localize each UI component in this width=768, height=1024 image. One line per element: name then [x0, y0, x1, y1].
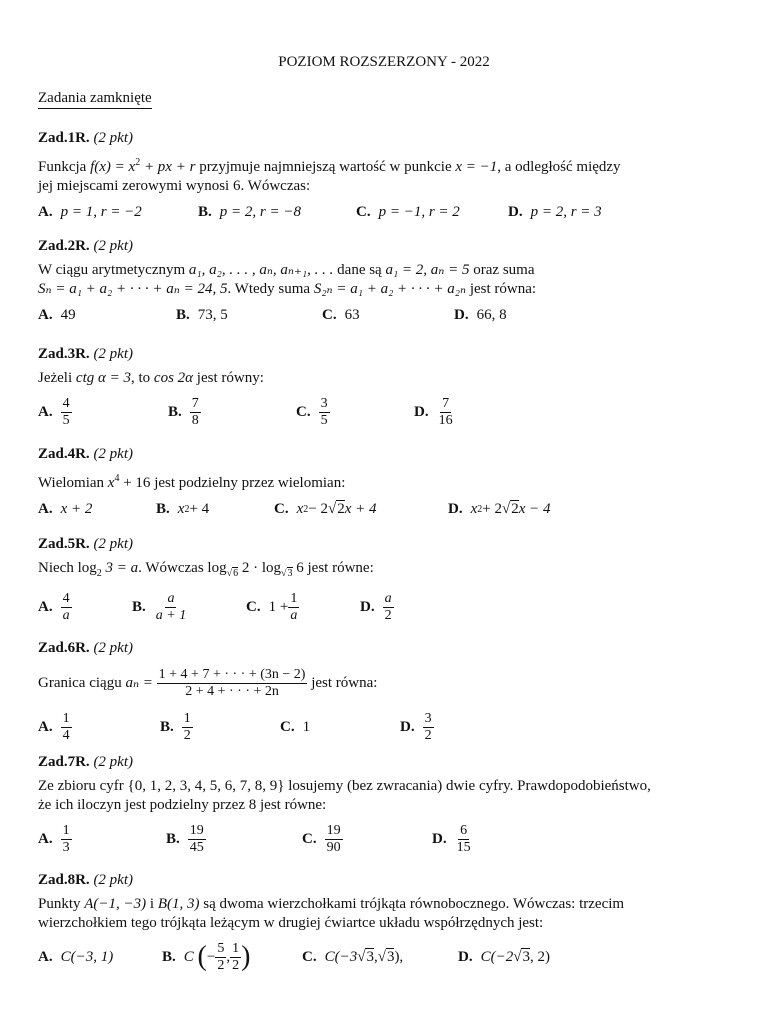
answer-c[interactable]: [356, 200, 460, 224]
math: log: [261, 560, 281, 576]
answer-letter: C.: [274, 500, 289, 517]
math: C(−3: [324, 948, 358, 965]
sqrt-arg: 3: [386, 949, 395, 965]
sqrt-arg: 2: [511, 501, 519, 517]
task-points: (2 pkt): [93, 346, 134, 362]
fraction: [154, 591, 188, 624]
denominator: 2: [232, 957, 240, 973]
math: x: [296, 500, 304, 517]
answer-letter: B.: [160, 718, 174, 735]
answer-value: 63: [344, 306, 360, 323]
math: + 2: [482, 500, 502, 517]
answer-d[interactable]: [458, 937, 550, 977]
fraction: [383, 591, 394, 624]
answer-letter: D.: [508, 203, 523, 220]
task-points: (2 pkt): [93, 640, 134, 656]
task-2-text: [38, 261, 738, 299]
answer-d[interactable]: [400, 707, 434, 747]
numerator: 1: [232, 940, 240, 956]
task-8-answers: [38, 937, 738, 977]
fraction: [61, 823, 72, 856]
numerator: 4: [62, 395, 70, 411]
page-title: POZIOM ROZSZERZONY - 2022: [278, 54, 490, 70]
text: . Wtedy suma: [227, 281, 314, 297]
text: że ich iloczyn jest podzielny przez 8 jest równe:: [38, 797, 327, 813]
text: Funkcja: [38, 159, 91, 175]
denominator: 16: [438, 412, 453, 428]
numerator: 1: [290, 590, 298, 606]
numerator: 19: [326, 822, 341, 838]
math: aₙ =: [125, 674, 153, 691]
sqrt-arg: 3: [522, 949, 530, 965]
task-number: Zad.1R.: [38, 130, 90, 146]
answer-letter: D.: [454, 306, 469, 323]
answer-b[interactable]: [198, 200, 301, 224]
answer-letter: D.: [458, 948, 473, 965]
answer-letter: B.: [166, 830, 180, 847]
text: przyjmuje najmniejszą wartość w punkcie: [195, 159, 456, 175]
numerator: 1: [62, 710, 70, 726]
task-number: Zad.8R.: [38, 872, 90, 888]
fraction: [188, 823, 206, 856]
task-3-header: [38, 344, 738, 364]
answer-letter: C.: [356, 203, 371, 220]
numerator: 7: [442, 395, 450, 411]
math: x: [107, 475, 115, 491]
math: + 4: [189, 500, 210, 517]
answer-letter: C.: [302, 948, 317, 965]
numerator: 4: [62, 590, 70, 606]
answer-value: p = −1, r = 2: [378, 203, 460, 220]
sqrt-sign: √: [226, 568, 233, 579]
answer-c[interactable]: [274, 497, 377, 521]
text: Granica ciągu: [38, 674, 122, 691]
task-1-text: [38, 153, 738, 196]
text: , a odległość między: [497, 159, 621, 175]
answer-letter: A.: [38, 306, 53, 323]
denominator: 2: [183, 727, 191, 743]
text: Punkty: [38, 896, 85, 912]
text: wierzchołkiem tego trójkąta leżącym w drugiej ćwiartce układu współrzędnych jest:: [38, 915, 544, 931]
fraction: [157, 667, 308, 700]
task-8-text: [38, 895, 738, 933]
answer-letter: C.: [246, 598, 261, 615]
numerator: 6: [460, 822, 468, 838]
fraction: [319, 396, 330, 429]
math: x: [177, 500, 185, 517]
task-6-answers: [38, 707, 738, 747]
sqrt-sign: √: [377, 948, 386, 965]
exponent: 2: [477, 503, 483, 515]
math: A(−1, −3): [84, 896, 147, 912]
numerator: a: [167, 590, 175, 606]
math: 1 +: [268, 598, 289, 615]
sqrt-arg: 6: [233, 568, 239, 579]
text: dane są: [333, 262, 386, 278]
task-5: [38, 534, 738, 627]
answer-value: p = 2, r = −8: [219, 203, 301, 220]
task-points: (2 pkt): [93, 872, 134, 888]
fraction: [61, 711, 72, 744]
answer-c[interactable]: [296, 392, 330, 432]
task-number: Zad.2R.: [38, 238, 90, 254]
text: Jeżeli: [38, 370, 76, 386]
task-points: (2 pkt): [93, 130, 134, 146]
math: 6: [292, 560, 304, 576]
answer-letter: B.: [176, 306, 190, 323]
answer-a[interactable]: [38, 497, 92, 521]
answer-a[interactable]: [38, 937, 113, 977]
denominator: 5: [320, 412, 328, 428]
math: 2 ·: [238, 560, 262, 576]
exponent: 4: [114, 473, 120, 484]
task-4-answers: [38, 497, 738, 521]
task-2-header: [38, 236, 738, 256]
task-points: (2 pkt): [93, 536, 134, 552]
sqrt-sign: √: [357, 948, 366, 965]
math: + 16: [119, 475, 151, 491]
answer-c[interactable]: [322, 303, 360, 327]
numerator: a: [384, 590, 392, 606]
answer-letter: C.: [302, 830, 317, 847]
sqrt-arg: 2: [337, 501, 345, 517]
answer-letter: D.: [448, 500, 463, 517]
fraction: [61, 591, 72, 624]
answer-b[interactable]: [160, 707, 193, 747]
math: a₁, a₂, . . . , aₙ, aₙ₊₁, . . .: [188, 262, 334, 278]
text: W ciągu arytmetycznym: [38, 262, 189, 278]
answer-letter: C.: [280, 718, 295, 735]
task-number: Zad.6R.: [38, 640, 90, 656]
sqrt-sign: √: [281, 568, 287, 579]
math: x: [470, 500, 478, 517]
denominator: 2: [424, 727, 432, 743]
answer-a[interactable]: [38, 587, 72, 627]
text: są dwoma wierzchołkami trójkąta równobocznego. Wówczas: trzecim: [199, 896, 625, 912]
task-6-header: [38, 638, 738, 658]
math: C(−2: [480, 948, 514, 965]
answer-value: 49: [60, 306, 76, 323]
denominator: 45: [189, 839, 204, 855]
math: {0, 1, 2, 3, 4, 5, 6, 7, 8, 9}: [127, 778, 285, 794]
sqrt-sign: √: [513, 948, 522, 965]
text: jest równa:: [311, 674, 378, 691]
task-number: Zad.5R.: [38, 536, 90, 552]
fraction: [190, 396, 201, 429]
math: Sₙ = a₁ + a₂ + · · · + aₙ = 24, 5: [38, 281, 228, 297]
answer-a[interactable]: [38, 303, 76, 327]
answer-letter: A.: [38, 500, 53, 517]
text: jest równe:: [303, 560, 374, 576]
answer-c[interactable]: [280, 707, 310, 747]
sqrt-sign: √: [501, 500, 511, 517]
answer-c[interactable]: [246, 587, 299, 627]
task-5-answers: [38, 587, 738, 627]
task-5-header: [38, 534, 738, 554]
paren-open: (: [197, 941, 207, 972]
text: , to: [130, 370, 154, 386]
numerator: 1 + 4 + 7 + · · · + (3n − 2): [158, 666, 306, 682]
exponent: 2: [184, 503, 190, 515]
numerator: 5: [217, 940, 225, 956]
task-2: [38, 236, 738, 327]
answer-value: 66, 8: [476, 306, 507, 323]
answer-letter: B.: [162, 948, 176, 965]
task-8-header: [38, 870, 738, 890]
math: x = −1: [455, 159, 498, 175]
paren-close: ): [241, 941, 251, 972]
answer-value: p = 1, r = −2: [60, 203, 142, 220]
answer-letter: B.: [198, 203, 212, 220]
answer-d[interactable]: [448, 497, 551, 521]
math: f(x) = x: [90, 159, 136, 175]
sqrt-arg: 3: [287, 568, 293, 579]
task-4-header: [38, 444, 738, 464]
denominator: a + 1: [155, 607, 187, 623]
answer-letter: A.: [38, 830, 53, 847]
text: jest podzielny przez wielomian:: [150, 475, 346, 491]
fraction: [423, 711, 434, 744]
denominator: 8: [191, 412, 199, 428]
text: Wielomian: [38, 475, 108, 491]
text: oraz suma: [469, 262, 535, 278]
answer-d[interactable]: [454, 303, 507, 327]
answer-letter: B.: [132, 598, 146, 615]
answer-a[interactable]: [38, 707, 72, 747]
math: 3 = a: [101, 560, 139, 576]
answer-letter: A.: [38, 948, 53, 965]
math: a₁ = 2, aₙ = 5: [385, 262, 470, 278]
denominator: 5: [62, 412, 70, 428]
task-3: [38, 344, 738, 432]
answer-letter: A.: [38, 718, 53, 735]
answer-c[interactable]: [302, 937, 403, 977]
math: , 2): [529, 948, 550, 965]
task-number: Zad.7R.: [38, 754, 90, 770]
answer-a[interactable]: [38, 819, 72, 859]
answer-letter: D.: [432, 830, 447, 847]
math: −: [206, 948, 216, 965]
math: ,: [226, 948, 231, 965]
math: log: [77, 560, 97, 576]
answer-b[interactable]: [156, 497, 209, 521]
task-points: (2 pkt): [93, 754, 134, 770]
denominator: 4: [62, 727, 70, 743]
answer-value: x + 2: [60, 500, 93, 517]
answer-b[interactable]: [162, 937, 250, 977]
math: C: [183, 948, 194, 965]
text: jej miejscami zerowymi wynosi 6. Wówczas:: [38, 178, 311, 194]
fraction: [437, 396, 455, 429]
numerator: 7: [191, 395, 199, 411]
exponent: 2: [135, 157, 141, 168]
text: losujemy (bez zwracania) dwie cyfry. Prawdopodobieństwo,: [284, 778, 651, 794]
answer-letter: A.: [38, 598, 53, 615]
answer-d[interactable]: [360, 587, 394, 627]
denominator: 2: [217, 957, 225, 973]
task-points: (2 pkt): [93, 238, 134, 254]
math: ),: [394, 948, 404, 965]
math: B(1, 3): [157, 896, 200, 912]
subscript: [227, 567, 239, 579]
answer-value: 73, 5: [197, 306, 228, 323]
subscript: 2: [96, 568, 102, 579]
denominator: 90: [326, 839, 341, 855]
numerator: 1: [183, 710, 191, 726]
answer-c[interactable]: [302, 819, 343, 859]
task-7-header: [38, 752, 738, 772]
denominator: 3: [62, 839, 70, 855]
fraction: [325, 823, 343, 856]
numerator: 1: [62, 822, 70, 838]
task-6-text: [38, 663, 738, 703]
section-title: Zadania zamknięte: [38, 90, 152, 109]
math: S₂ₙ = a₁ + a₂ + · · · + a₂ₙ: [313, 281, 467, 297]
task-2-answers: [38, 303, 738, 327]
fraction: [288, 591, 299, 624]
sqrt-sign: √: [327, 500, 337, 517]
math: ctg α = 3: [75, 370, 131, 386]
fraction: [455, 823, 473, 856]
fraction: [230, 941, 241, 974]
answer-value: C(−3, 1): [60, 948, 114, 965]
task-number: Zad.3R.: [38, 346, 90, 362]
text: i: [146, 896, 158, 912]
task-7-text: [38, 777, 738, 815]
math: log: [207, 560, 227, 576]
answer-letter: A.: [38, 403, 53, 420]
denominator: 15: [456, 839, 471, 855]
denominator: a: [62, 607, 70, 623]
fraction: [215, 941, 226, 974]
task-4: [38, 444, 738, 521]
math: ,: [373, 948, 378, 965]
answer-d[interactable]: [414, 392, 455, 432]
answer-letter: A.: [38, 203, 53, 220]
text: Ze zbioru cyfr: [38, 778, 128, 794]
answer-a[interactable]: [38, 200, 142, 224]
numerator: 19: [189, 822, 204, 838]
answer-letter: B.: [156, 500, 170, 517]
answer-b[interactable]: [168, 392, 201, 432]
text: Niech: [38, 560, 78, 576]
answer-a[interactable]: [38, 392, 72, 432]
denominator: a: [290, 607, 298, 623]
task-6: [38, 638, 738, 747]
task-8: [38, 870, 738, 977]
task-4-text: [38, 469, 738, 493]
task-7: [38, 752, 738, 859]
task-number: Zad.4R.: [38, 446, 90, 462]
answer-b[interactable]: [176, 303, 228, 327]
text: . Wówczas: [138, 560, 208, 576]
text: jest równa:: [466, 281, 537, 297]
math: x − 4: [518, 500, 551, 517]
math: − 2: [308, 500, 328, 517]
task-7-answers: [38, 819, 738, 859]
task-1-answers: [38, 200, 738, 224]
math: cos 2α: [153, 370, 194, 386]
answer-letter: D.: [400, 718, 415, 735]
answer-value: 1: [302, 718, 311, 735]
answer-b[interactable]: [166, 819, 206, 859]
fraction: [61, 396, 72, 429]
exponent: 2: [303, 503, 309, 515]
sqrt-arg: 3: [366, 949, 374, 965]
task-5-text: [38, 559, 738, 583]
task-3-answers: [38, 392, 738, 432]
math: + px + r: [140, 159, 196, 175]
text: jest równy:: [193, 370, 264, 386]
answer-letter: C.: [296, 403, 311, 420]
task-1: [38, 128, 738, 224]
answer-letter: D.: [360, 598, 375, 615]
answer-letter: B.: [168, 403, 182, 420]
answer-d[interactable]: [508, 200, 602, 224]
subscript: [281, 567, 293, 579]
denominator: 2: [384, 607, 392, 623]
numerator: 3: [320, 395, 328, 411]
task-points: (2 pkt): [93, 446, 134, 462]
answer-value: p = 2, r = 3: [530, 203, 602, 220]
task-1-header: [38, 128, 738, 148]
math: x + 4: [344, 500, 377, 517]
denominator: 2 + 4 + · · · + 2n: [185, 683, 279, 699]
fraction: [182, 711, 193, 744]
numerator: 3: [424, 710, 432, 726]
answer-letter: D.: [414, 403, 429, 420]
task-3-text: [38, 369, 738, 388]
answer-d[interactable]: [432, 819, 473, 859]
answer-b[interactable]: [132, 587, 188, 627]
answer-letter: C.: [322, 306, 337, 323]
